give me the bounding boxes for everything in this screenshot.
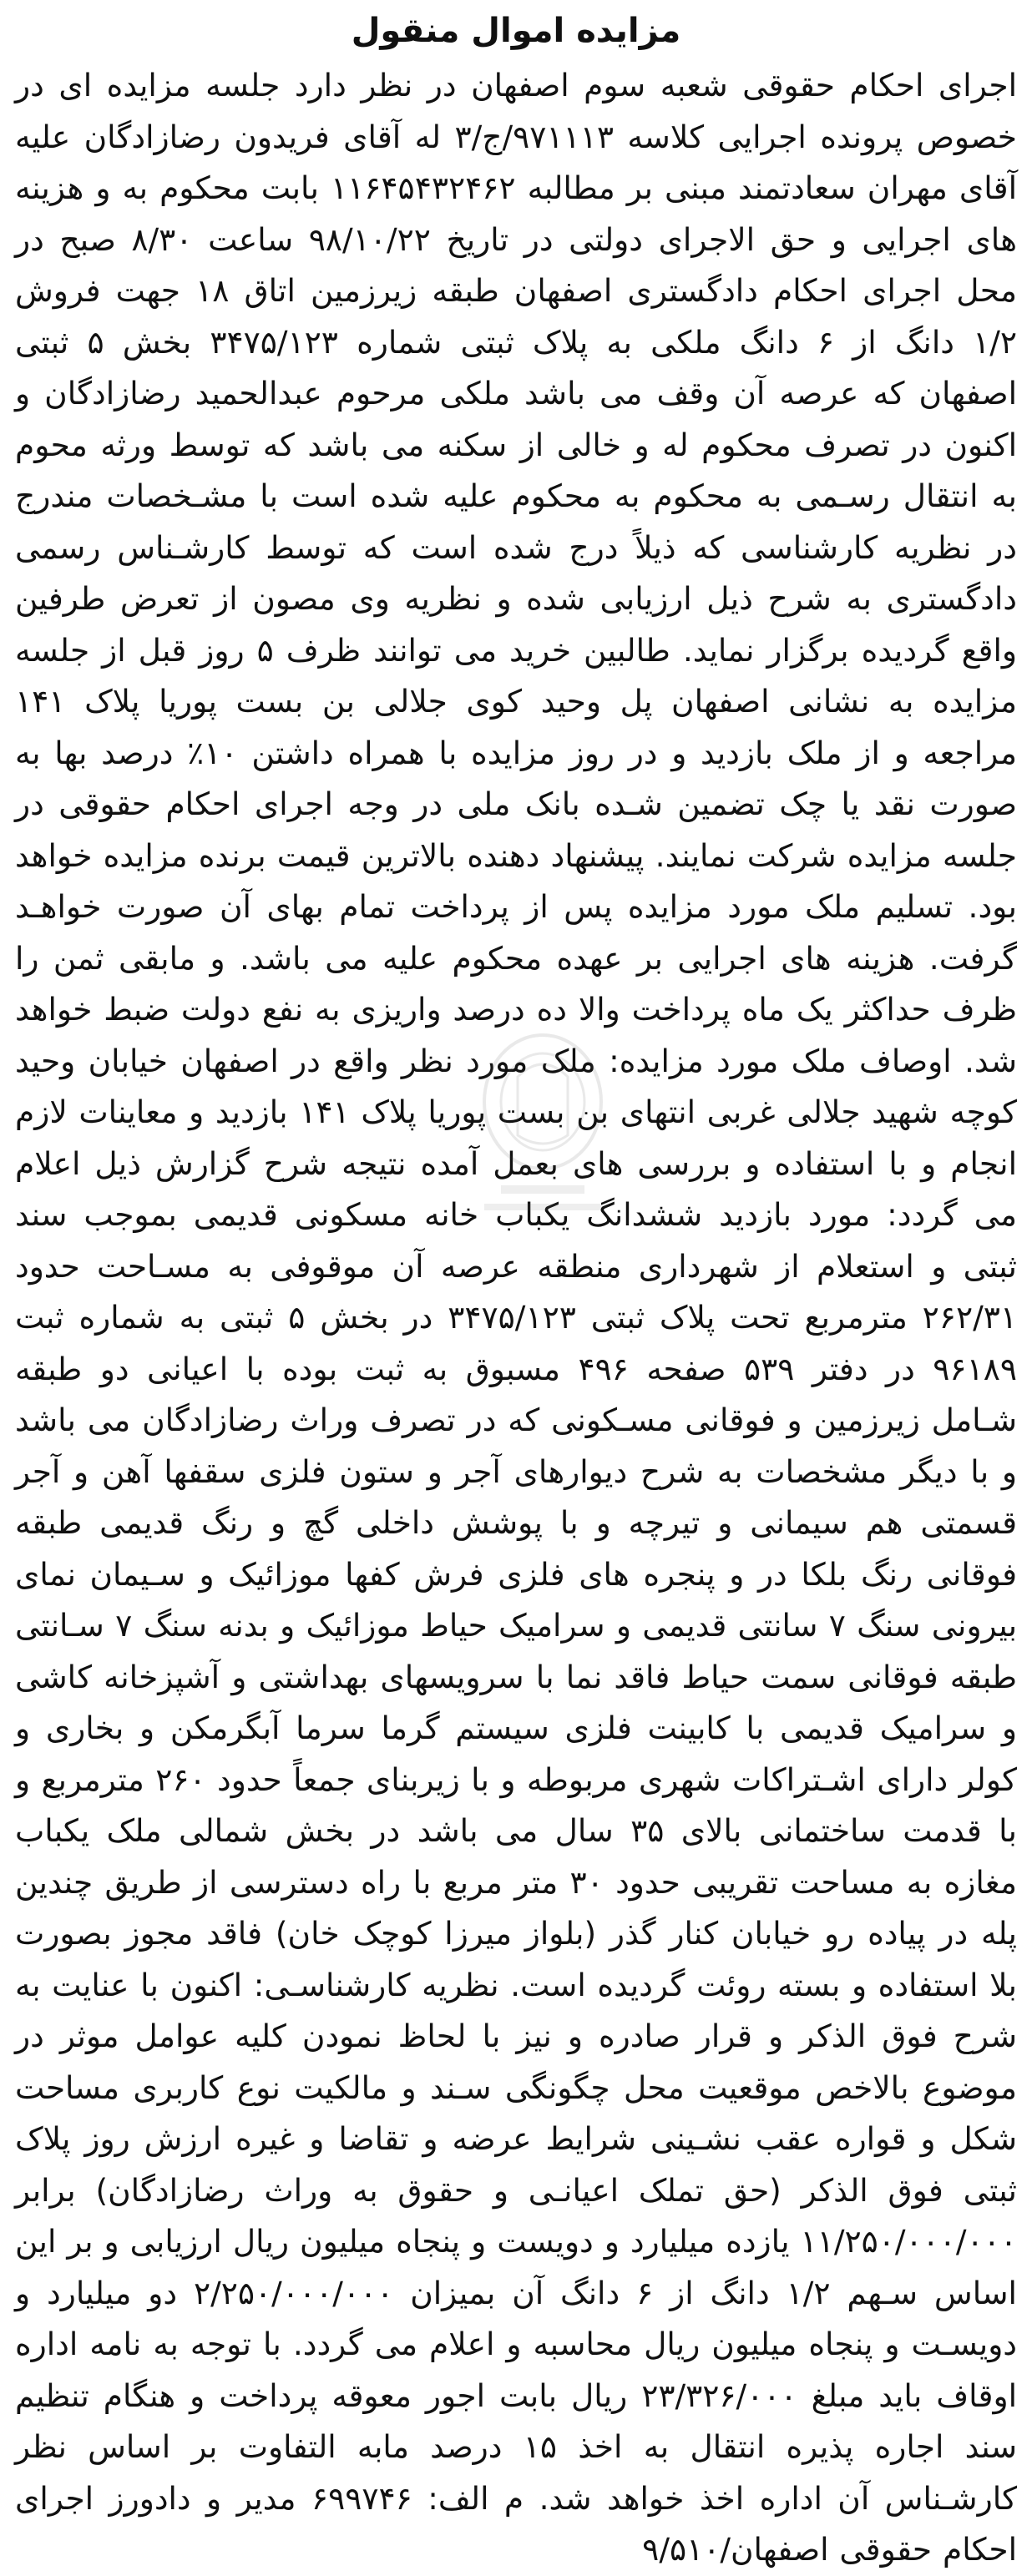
- notice-body: اجرای احکام حقوقی شعبه سوم اصفهان در نظر دارد جلسه مزایده ای در خصوص پرونده اجرایی کلاسه ۹۷۱۱۱۳/ج/۳ له آقای فریدون رضازادگان علیه آقای مهران سعادتمند مبنی بر مطالبه ۱۱۶۴۵۴۳۲۴۶۲ بابت محکوم به و هزینه های اجرایی و حق الاجرای دولتی در تاریخ ۹۸/۱۰/۲۲ ساعت ۸/۳۰ صبح در محل اجرای احکام دادگستری اصفهان طبقه زیرزمین اتاق ۱۸ جهت فروش ۱/۲ دانگ از ۶ دانگ ملکی به پلاک ثبتی شماره ۳۴۷۵/۱۲۳ بخش ۵ ثبتی اصفهان که عرصه آن وقف می باشد ملکی مرحوم عبدالحمید رضازادگان و اکنون در تصرف محکوم له و خالی از سکنه می باشد که توسط ورثه محوم به انتقال رسـمی به محکوم به محکوم علیه شده است با مشـخصات مندرج در نظریه کارشناسی که ذیلاً درج شده است که توسط کارشـناس رسمی دادگستری به شرح ذیل ارزیابی شده و نظریه وی مصون از تعرض طرفین واقع گردیده برگزار نماید. طالبین خرید می توانند ظرف ۵ روز قبل از جلسه مزایده به نشانی اصفهان پل وحید کوی جلالی بن بست پوریا پلاک ۱۴۱ مراجعه و از ملک بازدید و در روز مزایده با همراه داشتن ۱۰٪ درصد بها به صورت نقد یا چک تضمین شـده بانک ملی در وجه اجرای احکام حقوقی در جلسه مزایده شرکت نمایند. پیشنهاد دهنده بالاترین قیمت برنده مزایده خواهد بود. تسلیم ملک مورد مزایده پس از پرداخت تمام بهای آن صورت خواهـد گرفت. هزینه های اجرایی بر عهده محکوم علیه می باشد. و مابقی ثمن را ظرف حداکثر یک ماه پرداخت والا ده درصد واریزی به نفع دولت ضبط خواهد شد. اوصاف ملک مورد مزایده: ملک مورد نظر واقع در اصفهان خیابان وحید کوچه شهید جلالی غربی انتهای بن بست پوریا پلاک ۱۴۱ بازدید و معاینات لازم انجام و با استفاده و بررسی های بعمل آمده نتیجه شرح گزارش ذیل اعلام می گردد: مورد بازدید ششدانگ یکباب خانه مسکونی قدیمی بموجب سند ثبتی و استعلام از شهرداری منطقه عرصه آن موقوفی به مسـاحت حدود ۲۶۲/۳۱ مترمربع تحت پلاک ثبتی ۳۴۷۵/۱۲۳ در بخش ۵ ثبتی به شماره ثبت ۹۶۱۸۹ در دفتر ۵۳۹ صفحه ۴۹۶ مسبوق به ثبت بوده با اعیانی دو طبقه شـامل زیرزمین و فوقانی مسـکونی که در تصرف وراث رضازادگان می باشد و با دیگر مشخصات به شرح دیوارهای آجر و ستون فلزی سقفها آهن و آجر قسمتی هم سیمانی و تیرچه و با پوشش داخلی گچ و رنگ قدیمی طبقه فوقانی رنگ بلکا در و پنجره های فلزی فرش کفها موزائیک و سـیمان نمای بیرونی سنگ ۷ سانتی قدیمی و سرامیک حیاط موزائیک و بدنه سنگ ۷ سـانتی طبقه فوقانی سمت حیاط فاقد نما با سرویسهای بهداشتی و آشپزخانه کاشی و سرامیک قدیمی با کابینت فلزی سیستم گرما سرما آبگرمکن و بخاری و کولر دارای اشـتراکات شهری مربوطه و با زیربنای جمعاً حدود ۲۶۰ مترمربع و با قدمت ساختمانی بالای ۳۵ سال می باشد در بخش شمالی ملک یکباب مغازه به مساحت تقریبی حدود ۳۰ متر مربع با راه دسترسی از طریق چندین پله در پیاده رو خیابان کنار گذر (بلواز میرزا کوچک خان) فاقد مجوز بصورت بلا استفاده و بسته روئت گردیده است. نظریه کارشناسـی: اکنون با عنایت به شرح فوق الذکر و قرار صادره و نیز با لحاظ نمودن کلیه عوامل موثر در موضوع بالاخص موقعیت محل چگونگی سـند و مالکیت نوع کاربری مساحت شکل و قواره عقب نشـینی شرایط عرضه و تقاضا و غیره ارزش روز پلاک ثبتی فوق الذکر (حق تملک اعیانـی و حقوق به وراث رضازادگان) برابر ۱۱/۲۵۰/۰۰۰/۰۰۰ یازده میلیارد و دویست و پنجاه میلیون ریال ارزیابی و بر این اساس سـهم ۱/۲ دانگ از ۶ دانگ آن بمیزان ۲/۲۵۰/۰۰۰/۰۰۰ دو میلیارد و دویسـت و پنجاه میلیون ریال محاسبه و اعلام می گردد. با توجه به نامه اداره اوقاف باید مبلغ ۲۳/۳۲۶/۰۰۰ ریال بابت اجور معوقه پرداخت و هنگام تنظیم سند اجاره پذیره انتقال به اخذ ۱۵ درصد مابه التفاوت بر اساس نظر کارشـناس آن اداره اخذ خواهد شد. م الف: ۶۹۹۷۴۶ مدیر و دادورز اجرای احکام حقوقی اصفهان/۹/۵۱۰: [15, 67, 1018, 2568]
- auction-notice: [15, 7, 1017, 2576]
- notice-title: مزایده اموال منقول: [351, 12, 681, 50]
